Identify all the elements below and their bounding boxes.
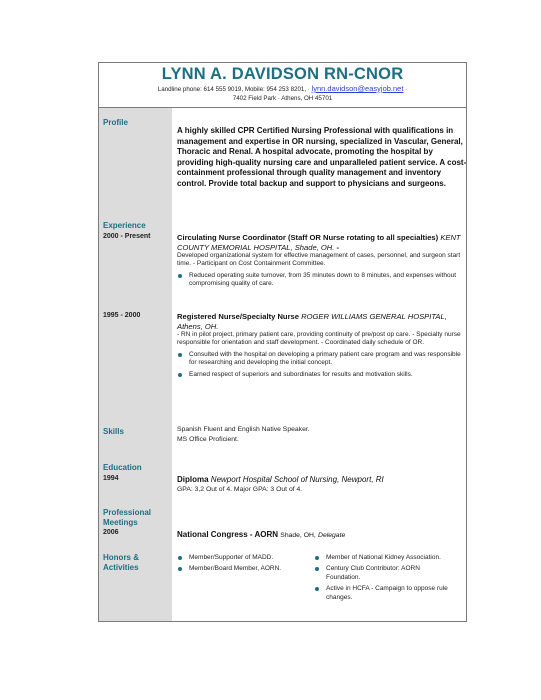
honor-text: Century Club Contributor: AORN Foundation. <box>326 565 420 581</box>
meetings-heading <box>103 508 151 528</box>
honor-text: Active in HCFA - Campaign to oppose rule changes. <box>326 585 448 601</box>
honor-text: Member/Supporter of MADD. <box>189 554 274 561</box>
job-entry <box>177 233 467 289</box>
resume-header <box>98 62 467 108</box>
experience-heading: Experience <box>103 221 146 230</box>
left-sidebar <box>99 108 172 621</box>
profile-heading: Profile <box>103 118 128 127</box>
list-item <box>314 565 454 582</box>
bullet-icon <box>315 567 319 571</box>
degree: Diploma <box>177 475 209 484</box>
meeting-role: Delegate <box>318 532 346 539</box>
job-dates: 2000 - Present <box>103 233 151 240</box>
meeting-location: Shade, OH, <box>280 532 316 539</box>
education-heading: Education <box>103 463 142 472</box>
list-item <box>314 554 454 562</box>
separator-dot: · <box>307 86 312 93</box>
bullet-icon <box>315 556 319 560</box>
meetings-heading-line: Professional <box>103 508 152 517</box>
education-year: 1994 <box>103 475 119 482</box>
honors-column-1 <box>177 551 302 574</box>
honors-heading-line: Honors & <box>103 553 139 562</box>
email-link[interactable]: lynn.davidson@easyjob.net <box>311 84 404 93</box>
meetings-heading-line: Meetings <box>103 518 138 527</box>
meeting-title: National Congress - AORN <box>177 530 279 539</box>
degree-line <box>177 475 467 485</box>
contact-line-1 <box>98 84 467 94</box>
skills-list <box>177 425 467 445</box>
bullet-text: Reduced operating suite turnover, from 35 minutes down to 8 minutes, and expenses without compromising quality of care. <box>189 271 457 288</box>
job-entry <box>177 312 467 379</box>
education-entry <box>177 475 467 495</box>
honors-heading-line: Activities <box>103 563 139 572</box>
gpa-line: GPA: 3,2 Out of 4. Major GPA: 3 Out of 4. <box>177 486 303 493</box>
bullet-icon <box>178 353 182 357</box>
job-title-text: Circulating Nurse Coordinator (Staff OR Nurse rotating to all specialties) <box>177 233 439 242</box>
list-item <box>177 565 302 573</box>
honors-column-2 <box>314 551 454 602</box>
separator-dot: · <box>405 86 408 93</box>
candidate-name: LYNN A. DAVIDSON RN-CNOR <box>161 65 404 83</box>
skill-item: MS Office Proficient. <box>177 436 239 443</box>
job-description: - RN in pilot project, primary patient care, providing continuity of pre/post op care. - Specialty nurse responsible for orientation and staff development. - Coordinated daily schedule of OR. <box>177 331 461 347</box>
bullet-text: Consulted with the hospital on developing a primary patient care program and was responsible for researching and developing the initial concept. <box>189 350 461 367</box>
list-item <box>177 351 467 368</box>
profile-text: A highly skilled CPR Certified Nursing Professional with qualifications in management and expertise in OR nursing, specialized in Vascular, General, Thoracic and Renal. A hospital advocate, promoting the hospital by providing high-quality nursing care and unparalleled patient service. A cost-containment professional through quality management and inventory control. Provide total backup and support to physicians and surgeons. <box>177 126 467 188</box>
list-item <box>177 554 302 562</box>
employer: KENT COUNTY MEMORIAL HOSPITAL, Shade, OH. <box>177 233 461 252</box>
meetings-year: 2006 <box>103 529 119 536</box>
honors-heading <box>103 553 139 573</box>
job-description: Developed organizational system for effective management of cases, personnel, and surgeon start time. - Participant on Cost Containment Committee. <box>177 252 461 268</box>
job-dates: 1995 - 2000 <box>103 312 141 319</box>
honor-text: Member/Board Member, AORN. <box>189 565 282 573</box>
list-item <box>177 371 467 379</box>
bullet-icon <box>178 567 182 571</box>
honor-text: Member of National Kidney Association. <box>326 554 441 561</box>
bullet-icon <box>178 556 182 560</box>
list-item <box>177 272 467 289</box>
meeting-entry <box>177 530 467 541</box>
bullet-text: Earned respect of superiors and subordinates for results and motivation skills. <box>189 370 413 378</box>
phone-numbers: Landline phone: 614 555 9019, Mobile: 954 253 8201, <box>157 86 307 93</box>
address-line: 7402 Field Park · Athens, OH 45701 <box>232 95 333 102</box>
skills-heading: Skills <box>103 427 124 436</box>
bullet-icon <box>178 373 182 377</box>
bullet-icon <box>178 274 182 278</box>
job-title-text: Registered Nurse/Specialty Nurse <box>177 312 299 321</box>
school: Newport Hospital School of Nursing, Newport, RI <box>210 475 384 484</box>
bullet-icon <box>315 587 319 591</box>
job-title <box>177 312 467 331</box>
job-title: Circulating Nurse Coordinator (Staff OR Nurse rotating to all specialties) KENT COUNTY MEMORIAL HOSPITAL, Shade, OH. - <box>177 233 461 252</box>
employer: ROGER WILLIAMS GENERAL HOSPITAL, Athens, OH. <box>177 312 447 331</box>
list-item <box>314 585 454 602</box>
skill-item: Spanish Fluent and English Native Speaker. <box>177 426 310 433</box>
